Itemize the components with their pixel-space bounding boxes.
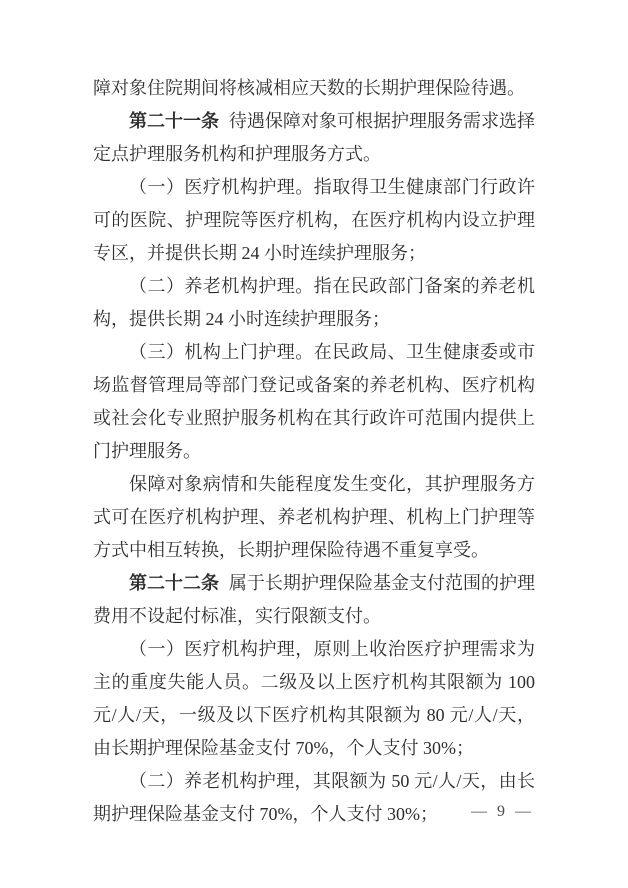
paragraph-continuation: 障对象住院期间将核减相应天数的长期护理保险待遇。 [93, 78, 525, 98]
article-22-number: 第二十二条 [129, 573, 220, 593]
paragraph-item-1-limit: （一）医疗机构护理，原则上收治医疗护理需求为主的重度失能人员。二级及以上医疗机构其限额为 100 元/人/天，一级及以下医疗机构其限额为 80 元/人/天，由长期护理保险基金支付 70%，个人支付 30%； [93, 639, 535, 758]
paragraph-article-21 [93, 105, 535, 171]
paragraph-item-2-limit: （二）养老机构护理，其限额为 50 元/人/天，由长期护理保险基金支付 70%，个人支付 30%； [93, 771, 535, 824]
article-21-text: 待遇保障对象可根据护理服务需求选择定点护理服务机构和护理服务方式。 [93, 111, 536, 164]
paragraph-item-2-service: （二）养老机构护理。指在民政部门备案的养老机构，提供长期 24 小时连续护理服务； [93, 276, 535, 329]
paragraph-service-switch: 保障对象病情和失能程度发生变化，其护理服务方式可在医疗机构护理、养老机构护理、机构上门护理等方式中相互转换，长期护理保险待遇不重复享受。 [93, 474, 535, 560]
article-21-number: 第二十一条 [129, 111, 220, 131]
paragraph-article-22 [93, 567, 535, 633]
page-number: — 9 — [471, 803, 534, 820]
paragraph-item-3-service: （三）机构上门护理。在民政局、卫生健康委或市场监督管理局等部门登记或备案的养老机构、医疗机构或社会化专业照护服务机构在其行政许可范围内提供上门护理服务。 [93, 342, 535, 461]
document-body [93, 72, 535, 831]
article-22-text: 属于长期护理保险基金支付范围的护理费用不设起付标准，实行限额支付。 [93, 573, 536, 626]
paragraph-item-1-service: （一）医疗机构护理。指取得卫生健康部门行政许可的医院、护理院等医疗机构，在医疗机构内设立护理专区，并提供长期 24 小时连续护理服务； [93, 177, 535, 263]
